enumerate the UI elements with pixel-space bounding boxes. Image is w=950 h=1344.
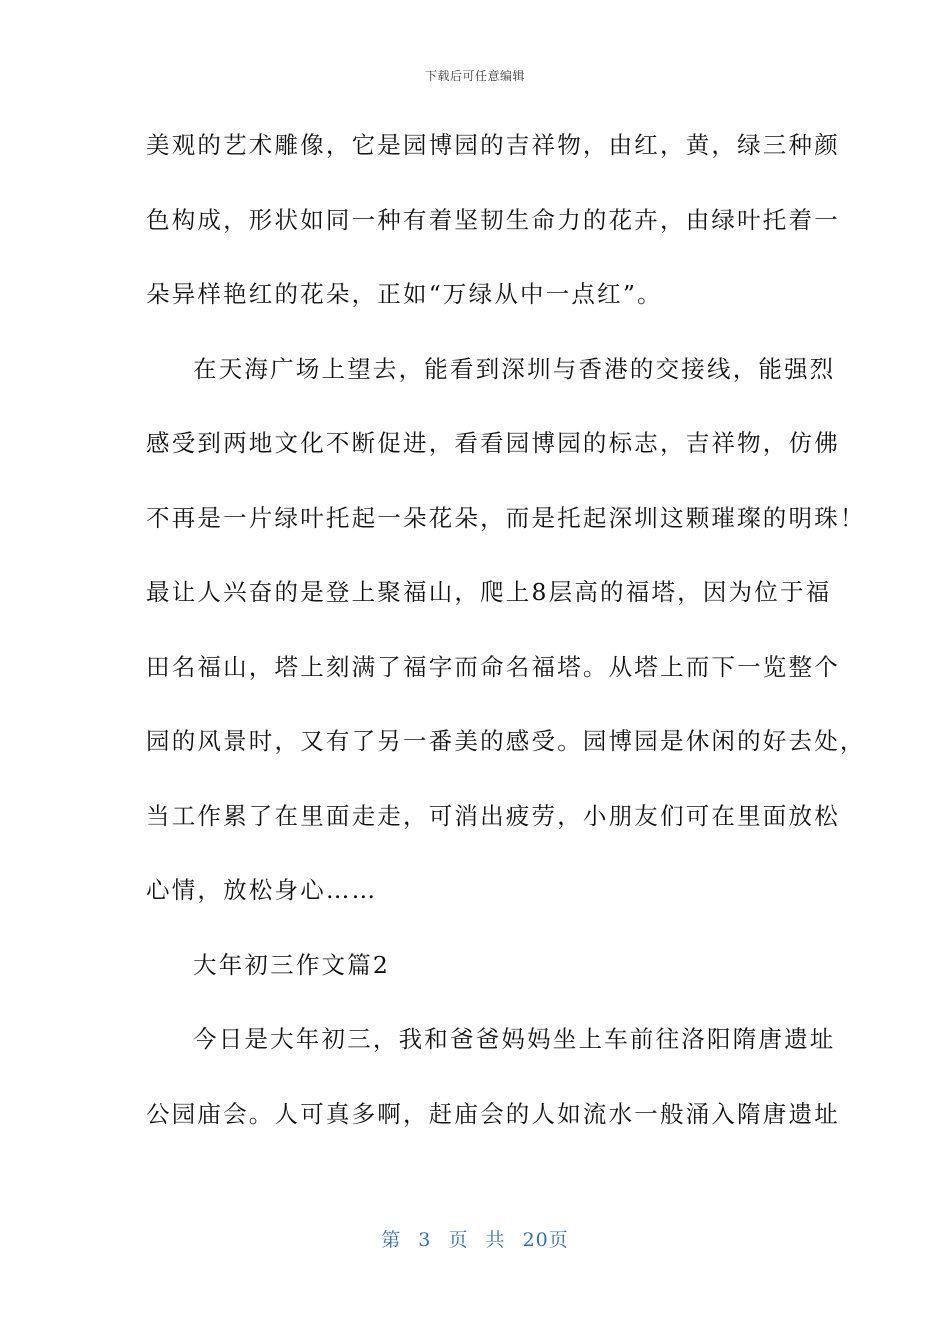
footer-page-number: 3 (418, 1229, 432, 1251)
footer-di: 第 (381, 1229, 402, 1251)
footer-total-pages: 20页 (522, 1229, 569, 1251)
text-line: 美观的艺术雕像，它是园博园的吉祥物，由红，黄，绿三种颜 (146, 131, 840, 159)
text-line: 色构成，形状如同一种有着坚韧生命力的花卉，由绿叶托着一 (146, 205, 840, 234)
text-line: 心情，放松身心…… (146, 876, 378, 904)
header-note: 下载后可任意编辑 (424, 69, 525, 83)
text-line: 感受到两地文化不断促进，看看园博园的标志，吉祥物，仿佛 (146, 429, 840, 457)
text-line: 在天海广场上望去，能看到深圳与香港的交接线，能强烈 (193, 354, 836, 383)
body-text (146, 124, 866, 1167)
text-line: 朵异样艳红的花朵，正如“万绿从中一点红”。 (146, 280, 663, 308)
text-line: 今日是大年初三，我和爸爸妈妈坐上车前往洛阳隋唐遗址 (193, 1025, 836, 1053)
text-line: 当工作累了在里面走走，可消出疲劳，小朋友们可在里面放松 (146, 801, 840, 830)
text-line: 最让人兴奋的是登上聚福山，爬上8层高的福塔，因为位于福 (146, 578, 832, 606)
footer-gong: 共 (485, 1229, 506, 1251)
page-footer (0, 1225, 950, 1252)
footer-ye: 页 (448, 1229, 469, 1251)
text-line: 不再是一片绿叶托起一朵花朵，而是托起深圳这颗璀璨的明珠！ (146, 503, 866, 532)
text-line: 田名福山，塔上刻满了福字而命名福塔。从塔上而下一览整个 (146, 652, 840, 681)
text-line: 公园庙会。人可真多啊，赶庙会的人如流水一般涌入隋唐遗址 (146, 1099, 840, 1128)
text-line: 园的风景时，又有了另一番美的感受。园博园是休闲的好去处， (146, 727, 866, 755)
section-heading: 大年初三作文篇2 (193, 950, 391, 979)
